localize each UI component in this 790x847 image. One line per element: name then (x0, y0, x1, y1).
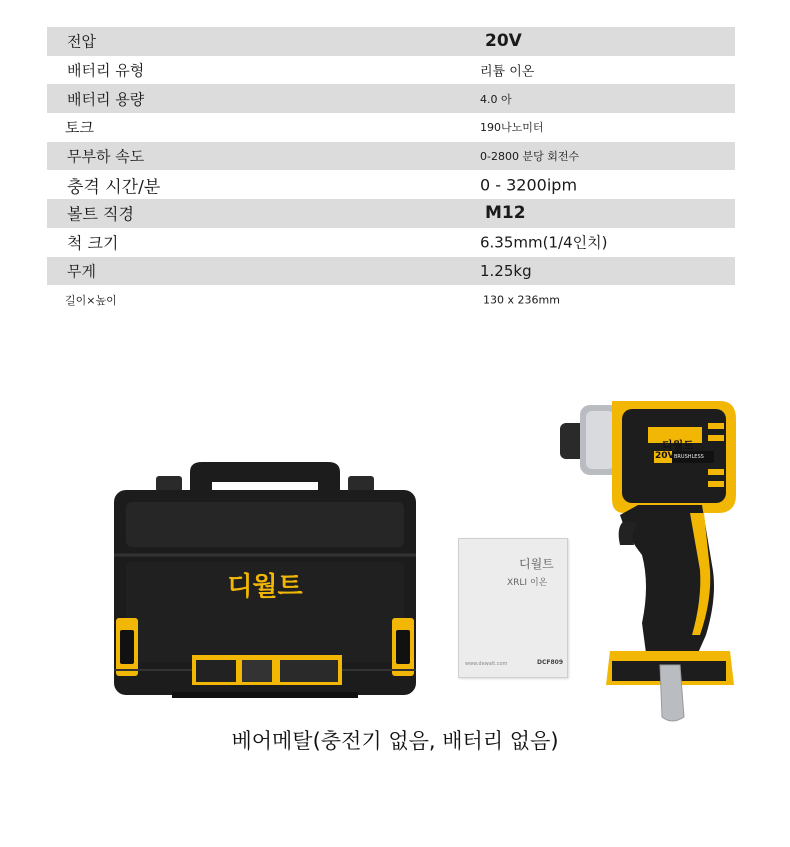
manual-site: www.dewalt.com (465, 661, 508, 667)
drill-brand: 디월트 (662, 439, 694, 452)
spec-table (47, 27, 735, 314)
spec-value: 6.35mm(1/4인치) (480, 233, 608, 252)
spec-label: 배터리 용량 (67, 90, 145, 109)
spec-value: M12 (485, 203, 526, 224)
spec-label: 볼트 직경 (67, 204, 134, 224)
spec-row-weight (47, 257, 735, 286)
spec-label: 토크 (65, 118, 94, 137)
spec-row-battery-type (47, 56, 735, 85)
spec-row-dimensions (47, 285, 735, 314)
spec-label: 척 크기 (67, 233, 119, 253)
spec-value: 20V (485, 31, 522, 52)
spec-label: 무부하 속도 (67, 147, 145, 166)
manual-subtitle: XRLI 이온 (507, 578, 548, 588)
spec-value: 0-2800 분당 회전수 (480, 150, 580, 164)
carrying-case (112, 460, 418, 700)
spec-value: 1.25kg (480, 261, 532, 280)
spec-row-battery-capacity (47, 84, 735, 113)
spec-value: 4.0 아 (480, 92, 512, 106)
caption: 베어메탈(충전기 없음, 배터리 없음) (231, 729, 559, 753)
spec-label: 무게 (67, 262, 96, 281)
spec-row-chuck-size (47, 228, 735, 257)
impact-driver-illustration (550, 395, 740, 730)
spec-value: 리튬 이온 (480, 64, 535, 80)
spec-row-impact-rate (47, 170, 735, 199)
case-brand-label: 디월트 (227, 572, 303, 602)
spec-value: 0 - 3200ipm (480, 175, 578, 195)
product-photo (0, 390, 790, 730)
spec-row-voltage (47, 27, 735, 56)
spec-row-bolt-diameter (47, 199, 735, 228)
spec-label: 길이×높이 (65, 293, 117, 307)
spec-value: 130 x 236mm (483, 293, 560, 307)
spec-label: 배터리 유형 (67, 61, 145, 80)
drill-motor-label: BRUSHLESS (674, 454, 704, 460)
spec-label: 전압 (67, 32, 96, 51)
drill-voltage: 20V (655, 451, 675, 461)
manual-brand: 디월트 (519, 557, 554, 571)
spec-row-no-load-speed (47, 142, 735, 171)
manual-model: DCF809 (537, 659, 564, 666)
spec-row-torque (47, 113, 735, 142)
impact-driver (550, 395, 740, 730)
spec-label: 충격 시간/분 (67, 177, 161, 198)
spec-value: 190나노미터 (480, 121, 544, 135)
